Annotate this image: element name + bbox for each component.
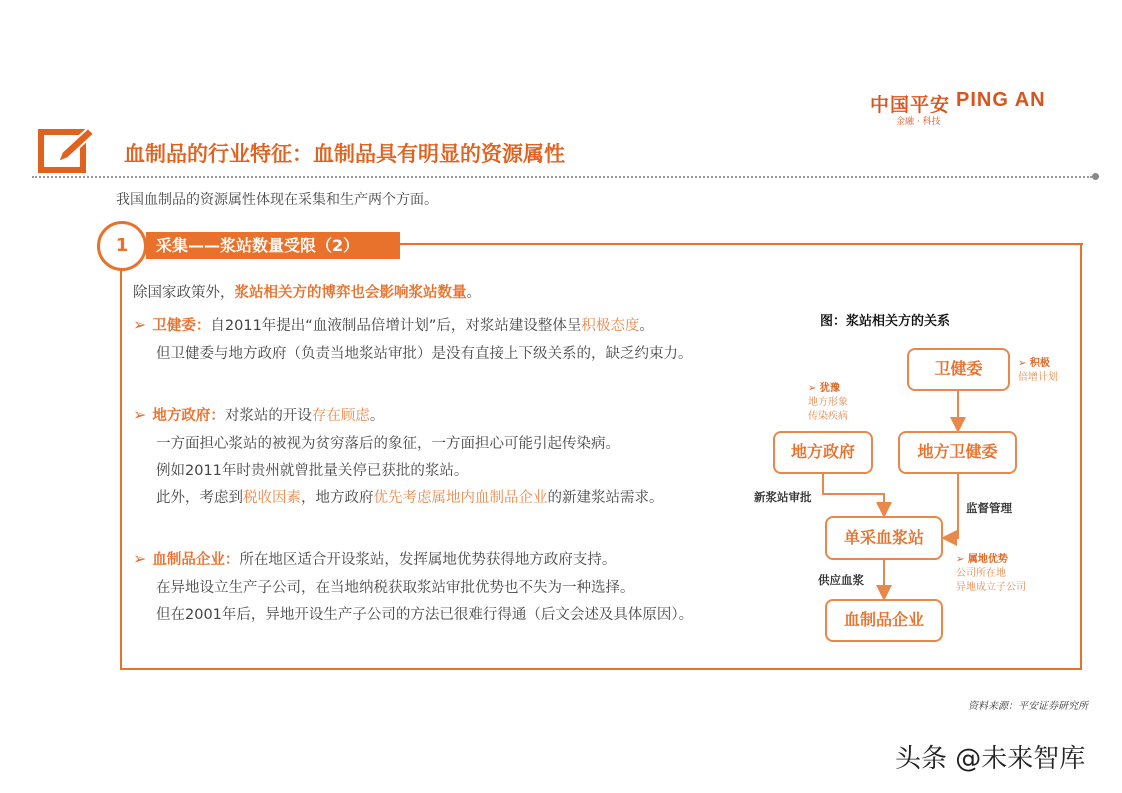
text: 。 [369,408,385,424]
highlight: 积极态度 [581,318,640,334]
note-line: 倍增计划 [1018,372,1058,383]
edge-label-approval: 新浆站审批 [754,490,812,504]
lead-post: 。 [466,285,481,301]
arrow-icon: ➢ [133,549,147,568]
note-line: 异地成立子公司 [956,582,1026,593]
page-title: 血制品的行业特征：血制品具有明显的资源属性 [124,142,565,166]
bullet-label: 地方政府： [152,408,225,424]
logo-en: PING AN [956,89,1046,111]
note-line: 传染疾病 [808,411,848,422]
note-local-gov: ➢ 犹豫 地方形象 传染疾病 [808,383,848,422]
lead-pre: 除国家政策外， [133,285,235,301]
bullet-line: 在异地设立生产子公司，在当地纳税获取浆站审批优势也不失为一种选择。 [156,580,635,596]
note-station: ➢ 属地优势 公司所在地 异地成立子公司 [956,554,1026,593]
node-local-gov: 地方政府 [773,431,873,474]
text: 。 [639,318,654,334]
note-line: 公司所在地 [956,568,1006,579]
text: 自2011年提出“血液制品倍增计划”后，对浆站建设整体呈 [210,318,582,334]
edge-label-supervision: 监督管理 [966,501,1012,515]
highlight: 存在顾虑 [311,408,370,424]
arrow-icon: ➢ [133,315,147,334]
note-head: 积极 [1029,358,1050,369]
bullet-line: 一方面担心浆站的被视为贫穷落后的象征，一方面担心可能引起传染病。 [156,436,620,452]
section-header: 采集——浆站数量受限（2） [146,232,400,259]
note-nhc: ➢ 积极 倍增计划 [1018,358,1058,383]
bullet-line: 但卫健委与地方政府（负责当地浆站审批）是没有直接上下级关系的，缺乏约束力。 [156,346,693,362]
text: 的新建浆站需求。 [547,490,664,506]
edge-supervision [945,474,958,538]
diagram-title: 图：浆站相关方的关系 [820,314,951,329]
text: 对浆站的开设 [224,408,312,424]
edge-label-supply: 供应血浆 [818,573,864,587]
highlight: 优先考虑属地内血制品企业 [373,490,548,506]
node-local-nhc: 地方卫健委 [898,431,1017,474]
subtitle: 我国血制品的资源属性体现在采集和生产两个方面。 [116,192,438,208]
text: 此外，考虑到 [156,490,243,506]
logo-cn: 中国平安 [870,94,951,116]
lead-highlight: 浆站相关方的博弈也会影响浆站数量 [234,285,467,301]
section-number: 1 [97,221,147,271]
edge-approval [823,474,884,514]
text: 所在地区适合开设浆站，发挥属地优势获得地方政府支持。 [239,552,617,568]
note-head: 属地优势 [967,554,1008,565]
text: ，地方政府 [301,490,374,506]
node-station: 单采血浆站 [825,516,943,560]
bullet-label: 卫健委： [152,318,211,334]
logo-tagline: 金融 · 科技 [896,117,941,127]
node-company: 血制品企业 [825,599,943,642]
note-line: 地方形象 [808,397,848,408]
watermark: 头条 @未来智库 [895,744,1086,774]
node-nhc: 卫健委 [907,348,1010,391]
highlight: 税收因素 [243,490,301,506]
bullet-line: 例如2011年时贵州就曾批量关停已获批的浆站。 [156,463,469,479]
bullet-line: 但在2001年后，异地开设生产子公司的方法已很难行得通（后文会述及具体原因）。 [156,607,694,623]
arrow-icon: ➢ [133,405,147,424]
note-head: 犹豫 [819,383,840,394]
source-note: 资料来源：平安证券研究所 [968,701,1088,712]
bullet-label: 血制品企业： [152,552,240,568]
